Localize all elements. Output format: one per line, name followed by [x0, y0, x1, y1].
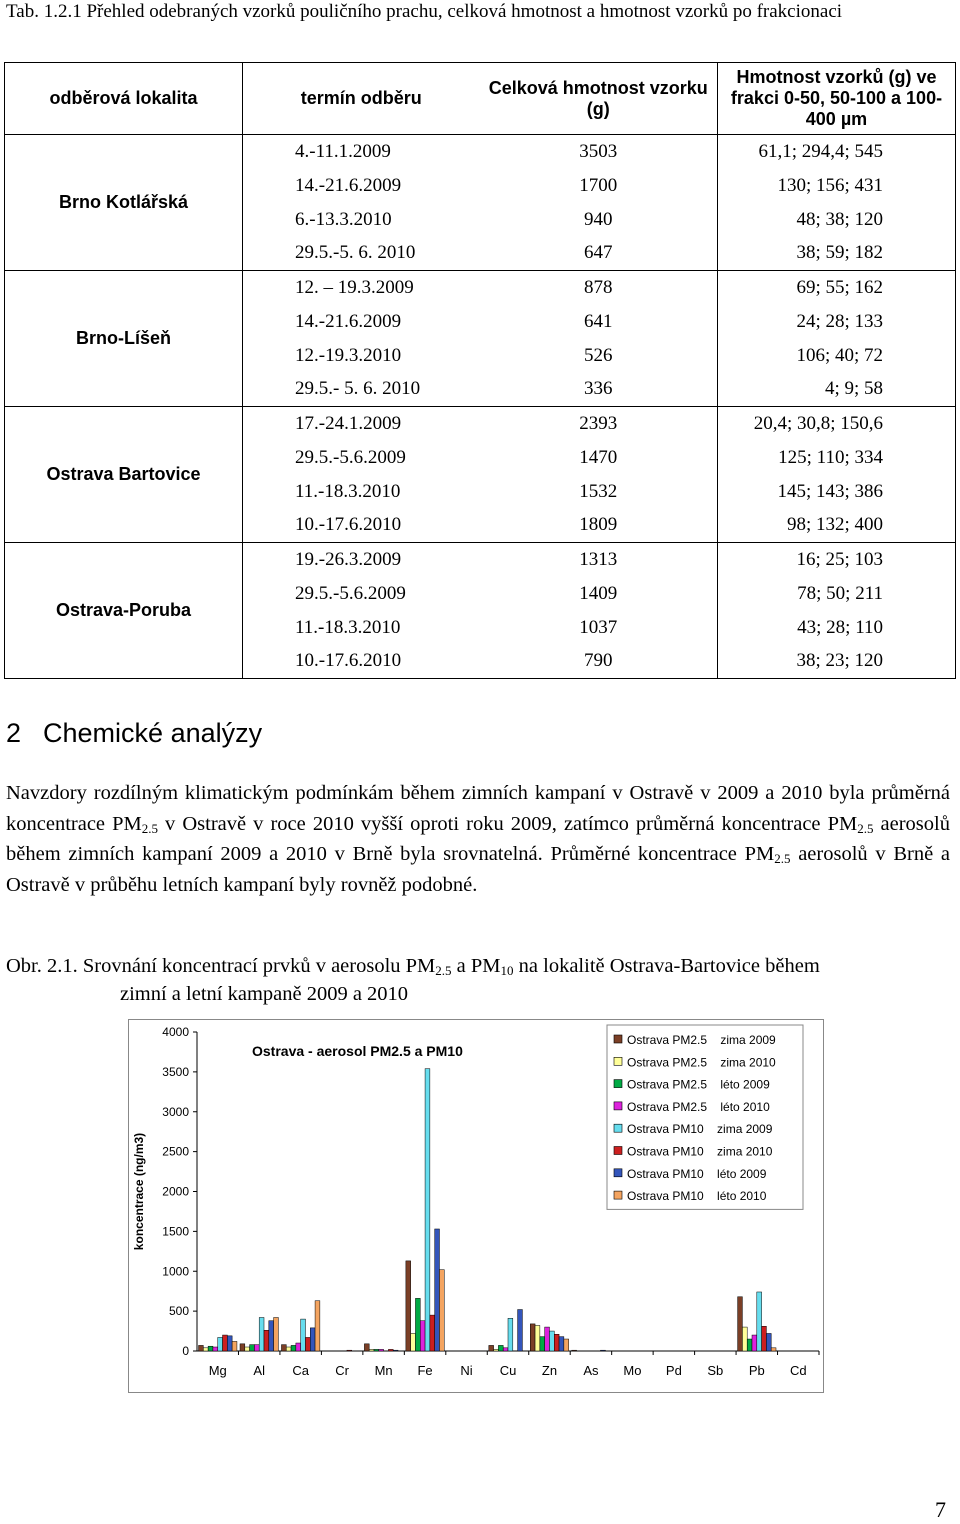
- bar: [369, 1349, 374, 1351]
- date-cell: 29.5.-5. 6. 2010: [243, 237, 480, 271]
- bar: [752, 1335, 757, 1351]
- legend-label: Ostrava PM10 zima 2009: [627, 1122, 773, 1137]
- legend-label: Ostrava PM2.5 léto 2010: [627, 1099, 770, 1114]
- date-cell: 11.-18.3.2010: [243, 475, 480, 509]
- x-tick-label: Pd: [665, 1363, 682, 1378]
- total-cell: 1470: [480, 441, 718, 475]
- bar: [420, 1321, 425, 1351]
- bar: [601, 1350, 606, 1351]
- date-cell: 4.-11.1.2009: [243, 135, 480, 169]
- table-row: [5, 543, 956, 577]
- y-tick-label: 1500: [162, 1224, 189, 1239]
- total-cell: 336: [480, 373, 718, 407]
- legend-swatch: [614, 1035, 622, 1043]
- bar: [439, 1270, 444, 1351]
- bar: [240, 1344, 245, 1351]
- date-cell: 10.-17.6.2010: [243, 509, 480, 543]
- paragraph-text: aerosolů během zimních kampaní 2009 a 2010 v Brně byla srovnatelná. Průměrné koncentrace PM: [6, 812, 950, 865]
- fractions-cell: 43; 28; 110: [718, 611, 956, 645]
- x-tick-label: Cd: [789, 1363, 807, 1378]
- table-row: [5, 407, 956, 441]
- date-cell: 14.-21.6.2009: [243, 305, 480, 339]
- x-tick-label: Ca: [292, 1363, 309, 1378]
- bar: [250, 1345, 255, 1351]
- x-tick-label: Cu: [499, 1363, 517, 1378]
- y-tick-label: 1000: [162, 1264, 189, 1279]
- bar: [254, 1345, 259, 1351]
- total-cell: 1809: [480, 509, 718, 543]
- bar: [430, 1315, 435, 1351]
- bar: [508, 1318, 513, 1351]
- date-cell: 19.-26.3.2009: [243, 543, 480, 577]
- x-tick-label: Cr: [335, 1363, 349, 1378]
- total-cell: 790: [480, 645, 718, 679]
- bar: [203, 1348, 208, 1351]
- paragraph-subscript: 2.5: [141, 820, 158, 836]
- bar: [411, 1333, 416, 1351]
- y-tick-label: 0: [182, 1344, 189, 1358]
- bar: [347, 1350, 352, 1351]
- total-cell: 940: [480, 203, 718, 237]
- x-tick-label: Sb: [707, 1363, 724, 1378]
- fractions-cell: 98; 132; 400: [718, 509, 956, 543]
- y-tick-label: 3000: [162, 1104, 189, 1119]
- legend-label: Ostrava PM10 léto 2010: [627, 1189, 767, 1204]
- table-caption: Tab. 1.2.1 Přehled odebraných vzorků pouličního prachu, celková hmotnost a hmotnost vzorků po frakcionaci: [6, 1, 843, 22]
- header-date: termín odběru: [243, 63, 480, 135]
- date-cell: 12. – 19.3.2009: [243, 271, 480, 305]
- bar: [406, 1261, 411, 1351]
- y-tick-label: 2500: [162, 1144, 189, 1159]
- x-tick-label: As: [583, 1363, 599, 1378]
- bar: [264, 1330, 269, 1351]
- bar: [259, 1318, 264, 1351]
- page-number: 7: [935, 1497, 946, 1522]
- bar: [738, 1297, 743, 1351]
- legend-swatch: [614, 1169, 622, 1177]
- bar: [545, 1327, 550, 1351]
- section-title: Chemické analýzy: [43, 718, 263, 748]
- date-cell: 12.-19.3.2010: [243, 339, 480, 373]
- chart-title: Ostrava - aerosol PM2.5 a PM10: [252, 1043, 463, 1059]
- total-cell: 641: [480, 305, 718, 339]
- locality-cell: Ostrava Bartovice: [5, 407, 243, 543]
- fractions-cell: 38; 23; 120: [718, 645, 956, 679]
- y-tick-label: 500: [168, 1304, 189, 1319]
- legend-swatch: [614, 1147, 622, 1155]
- legend-swatch: [614, 1057, 622, 1065]
- legend-swatch: [614, 1191, 622, 1199]
- date-cell: 6.-13.3.2010: [243, 203, 480, 237]
- bar: [757, 1292, 762, 1351]
- x-tick-label: Mn: [374, 1363, 393, 1378]
- date-cell: 29.5.- 5. 6. 2010: [243, 373, 480, 407]
- legend-label: Ostrava PM2.5 zima 2010: [627, 1055, 776, 1070]
- bar: [374, 1349, 379, 1351]
- bar: [762, 1326, 767, 1351]
- bar: [489, 1345, 494, 1351]
- figure-caption-subscript: 10: [500, 963, 514, 978]
- locality-cell: Brno Kotlářská: [5, 135, 243, 271]
- date-cell: 14.-21.6.2009: [243, 169, 480, 203]
- legend-swatch: [614, 1124, 622, 1132]
- table-row: [5, 135, 956, 169]
- x-tick-label: Mo: [623, 1363, 642, 1378]
- total-cell: 878: [480, 271, 718, 305]
- y-tick-label: 2000: [162, 1184, 189, 1199]
- bar: [232, 1341, 237, 1351]
- table-row: [5, 271, 956, 305]
- bar: [540, 1337, 545, 1351]
- bar: [494, 1349, 499, 1351]
- total-cell: 526: [480, 339, 718, 373]
- legend-label: Ostrava PM2.5 zima 2009: [627, 1033, 776, 1047]
- x-tick-label: Ni: [460, 1363, 473, 1378]
- fractions-cell: 61,1; 294,4; 545: [718, 135, 956, 169]
- bar: [296, 1343, 301, 1351]
- figure-caption-text: na lokalitě Ostrava-Bartovice během: [513, 955, 820, 977]
- bar: [559, 1337, 564, 1351]
- header-locality: odběrová lokalita: [5, 63, 243, 135]
- legend-swatch: [614, 1080, 622, 1088]
- bar: [301, 1319, 306, 1351]
- bar: [305, 1337, 310, 1351]
- bar: [554, 1334, 559, 1351]
- paragraph-subscript: 2.5: [857, 820, 874, 836]
- bar: [771, 1348, 776, 1351]
- paragraph-subscript: 2.5: [774, 851, 791, 866]
- header-total: Celková hmotnost vzorku (g): [480, 63, 718, 135]
- total-cell: 1409: [480, 577, 718, 611]
- x-tick-label: Al: [253, 1363, 265, 1378]
- section-number: 2: [6, 718, 22, 748]
- figure-caption-text: Obr. 2.1. Srovnání koncentrací prvků v aerosolu PM: [6, 955, 436, 977]
- bar: [498, 1345, 503, 1351]
- y-axis-label: koncentrace (ng/m3): [132, 1132, 146, 1251]
- figure-caption-text: a PM: [451, 955, 501, 977]
- paragraph-text: Navzdory rozdílným klimatickým podmínkám během zimních kampaní v Ostravě v 2009 a 2010 byla průměrná koncentrace PM: [6, 782, 950, 835]
- bar: [269, 1321, 274, 1351]
- legend-box: [607, 1025, 803, 1209]
- bar: [208, 1346, 213, 1351]
- fractions-cell: 145; 143; 386: [718, 475, 956, 509]
- locality-cell: Ostrava-Poruba: [5, 543, 243, 679]
- date-cell: 10.-17.6.2010: [243, 645, 480, 679]
- x-tick-label: Mg: [208, 1363, 227, 1378]
- bar: [503, 1348, 508, 1351]
- bar: [572, 1350, 577, 1351]
- bar: [549, 1331, 554, 1351]
- fractions-cell: 38; 59; 182: [718, 237, 956, 271]
- paragraph-text: aerosolů v Brně a Ostravě v průběhu letních kampaní byly rovněž podobné.: [6, 843, 950, 896]
- figure-caption-subscript: 2.5: [435, 963, 452, 978]
- bar: [199, 1345, 204, 1351]
- total-cell: 1532: [480, 475, 718, 509]
- bar: [535, 1325, 540, 1351]
- total-cell: 1037: [480, 611, 718, 645]
- bar: [388, 1349, 393, 1351]
- total-cell: 647: [480, 237, 718, 271]
- bar: [425, 1069, 430, 1351]
- fractions-cell: 48; 38; 120: [718, 203, 956, 237]
- bar: [245, 1347, 250, 1351]
- bar: [379, 1349, 384, 1351]
- bar: [530, 1324, 535, 1351]
- fractions-cell: 106; 40; 72: [718, 339, 956, 373]
- legend-label: Ostrava PM2.5 léto 2009: [627, 1077, 770, 1092]
- bar: [766, 1333, 771, 1351]
- bar: [747, 1339, 752, 1351]
- bar: [742, 1327, 747, 1351]
- table-body: [5, 135, 956, 679]
- section-heading: [6, 718, 284, 749]
- figure-caption: [6, 952, 950, 1008]
- bar: [518, 1310, 523, 1351]
- total-cell: 2393: [480, 407, 718, 441]
- y-tick-label: 3500: [162, 1064, 189, 1079]
- bar: [364, 1344, 369, 1351]
- total-cell: 3503: [480, 135, 718, 169]
- x-tick-label: Zn: [541, 1363, 558, 1378]
- date-cell: 11.-18.3.2010: [243, 611, 480, 645]
- fractions-cell: 16; 25; 103: [718, 543, 956, 577]
- y-tick-label: 4000: [162, 1025, 189, 1039]
- figure-caption-line2: zimní a letní kampaně 2009 a 2010: [120, 983, 409, 1005]
- bar: [315, 1301, 320, 1351]
- bar: [286, 1347, 291, 1351]
- fractions-cell: 24; 28; 133: [718, 305, 956, 339]
- legend-label: Ostrava PM10 zima 2010: [627, 1144, 773, 1159]
- bar: [281, 1345, 286, 1351]
- total-cell: 1313: [480, 543, 718, 577]
- bar: [274, 1318, 279, 1351]
- paragraph-text: v Ostravě v roce 2010 vyšší oproti roku 2009, zatímco průměrná koncentrace PM: [157, 812, 858, 835]
- bar: [415, 1298, 420, 1351]
- fractions-cell: 69; 55; 162: [718, 271, 956, 305]
- legend-label: Ostrava PM10 léto 2009: [627, 1166, 767, 1181]
- bar: [291, 1345, 296, 1351]
- table-header-row: [5, 63, 956, 135]
- bar: [310, 1328, 315, 1351]
- date-cell: 17.-24.1.2009: [243, 407, 480, 441]
- fractions-cell: 20,4; 30,8; 150,6: [718, 407, 956, 441]
- samples-table: [4, 62, 956, 679]
- fractions-cell: 4; 9; 58: [718, 373, 956, 407]
- x-tick-label: Fe: [417, 1363, 433, 1378]
- fractions-cell: 125; 110; 334: [718, 441, 956, 475]
- locality-cell: Brno-Líšeň: [5, 271, 243, 407]
- fractions-cell: 130; 156; 431: [718, 169, 956, 203]
- bar: [223, 1335, 228, 1351]
- legend-swatch: [614, 1102, 622, 1110]
- fractions-cell: 78; 50; 211: [718, 577, 956, 611]
- date-cell: 29.5.-5.6.2009: [243, 577, 480, 611]
- bar: [564, 1339, 569, 1351]
- header-fractions: Hmotnost vzorků (g) ve frakci 0-50, 50-100 a 100-400 µm: [718, 63, 956, 135]
- body-paragraph: [6, 778, 950, 900]
- element-concentration-chart: [128, 1019, 824, 1393]
- bar: [218, 1337, 223, 1351]
- total-cell: 1700: [480, 169, 718, 203]
- x-tick-label: Pb: [748, 1363, 765, 1378]
- bar: [227, 1336, 232, 1351]
- bar: [393, 1350, 398, 1351]
- date-cell: 29.5.-5.6.2009: [243, 441, 480, 475]
- bar: [213, 1347, 218, 1351]
- chart-svg: [129, 1020, 823, 1392]
- bar: [435, 1229, 440, 1351]
